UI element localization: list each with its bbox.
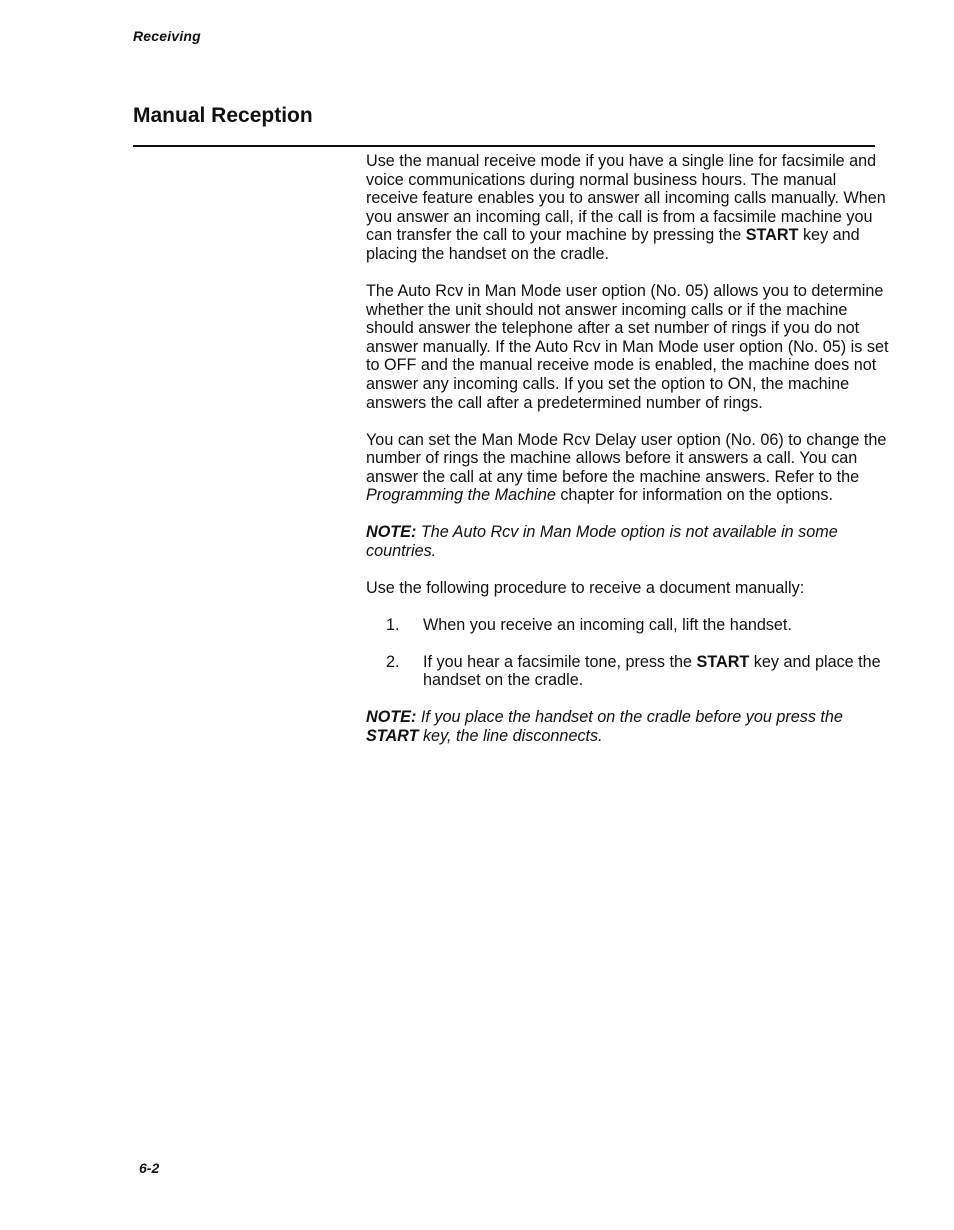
section-rule — [133, 145, 875, 147]
procedure-intro: Use the following procedure to receive a document manually: — [366, 578, 805, 597]
step-text: key and place the handset on the cradle. — [423, 652, 881, 690]
paragraph-rcv-delay-option — [366, 431, 891, 505]
step-text: When you receive an incoming call, lift the handset. — [423, 615, 792, 634]
start-key-label: START — [366, 726, 419, 745]
note-text: key, the line disconnects. — [418, 726, 603, 745]
note-label: NOTE: — [366, 523, 417, 542]
paragraph-text: Use the manual receive mode if you have a single line for facsimile and voice communications during normal business hours. The manual receive feature enables you to answer all incoming calls manually. When you answer an incoming call, if the call is from a facsimile machine you can transfer the call to your machine by pressing the — [366, 152, 886, 245]
start-key-label: START — [696, 652, 750, 671]
note-text: If you place the handset on the cradle before you press the — [416, 708, 843, 727]
chapter-reference: Programming the Machine — [366, 486, 556, 505]
paragraph-text: You can set the Man Mode Rcv Delay user option (No. 06) to change the number of rings the machine allows before it answers a call. You can answer the call at any time before the machine answers. Refer to the — [366, 430, 887, 486]
note-disconnect — [366, 708, 891, 745]
step-number: 2. — [386, 652, 400, 671]
procedure-step — [366, 653, 891, 690]
step-number: 1. — [386, 615, 400, 634]
body-column — [366, 152, 891, 764]
paragraph-manual-receive-intro — [366, 152, 891, 264]
paragraph-auto-rcv-option: The Auto Rcv in Man Mode user option (No. 05) allows you to determine whether the unit should not answer incoming calls or if the machine should answer the telephone after a set number of rings if you do not answer manually. If the Auto Rcv in Man Mode user option (No. 05) is set to OFF and the manual receive mode is enabled, the machine does not answer any incoming calls. If you set the option to ON, the machine answers the call after a predetermined number of rings. — [366, 281, 889, 412]
procedure-step — [366, 616, 891, 635]
note-label: NOTE: — [366, 708, 417, 727]
note-text: The Auto Rcv in Man Mode option is not available in some countries. — [366, 523, 838, 560]
section-title: Manual Reception — [133, 104, 313, 127]
procedure-steps — [366, 616, 891, 690]
paragraph-text: key and placing the handset on the cradle. — [366, 226, 860, 263]
paragraph-text: chapter for information on the options. — [555, 486, 833, 505]
running-head: Receiving — [133, 28, 201, 44]
note-availability — [366, 523, 891, 560]
start-key-label: START — [745, 226, 799, 245]
step-text: If you hear a facsimile tone, press the — [423, 652, 697, 671]
page-number: 6-2 — [139, 1160, 160, 1176]
